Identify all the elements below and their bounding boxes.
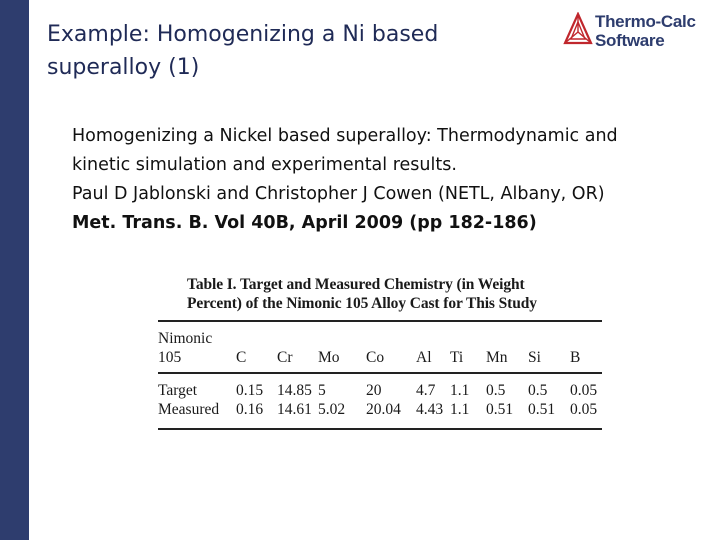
table-cell: 5.02	[318, 401, 346, 418]
slide-title	[47, 18, 527, 84]
table-corner-line-2: 105	[158, 349, 182, 366]
table-cell: 1.1	[450, 401, 470, 418]
table-cell: 1.1	[450, 382, 470, 399]
thermo-calc-logo	[563, 12, 703, 54]
table-row-label-measured: Measured	[158, 401, 220, 418]
body-line-2: kinetic simulation and experimental results.	[72, 155, 457, 175]
table-cell: 0.5	[528, 382, 548, 399]
body-line-3: Paul D Jablonski and Christopher J Cowen (NETL, Albany, OR)	[72, 184, 605, 204]
table-col-header-co: Co	[366, 349, 385, 366]
logo-line-1: Thermo-Calc	[595, 12, 696, 31]
table-col-header-ti: Ti	[450, 349, 464, 366]
logo-line-2: Software	[595, 31, 665, 50]
table-corner-line-1: Nimonic	[158, 330, 213, 347]
table-cell: 14.61	[277, 401, 312, 418]
table-cell: 20.04	[366, 401, 401, 418]
table-cell: 0.16	[236, 401, 264, 418]
table-col-header-cr: Cr	[277, 349, 293, 366]
citation-line: Met. Trans. B. Vol 40B, April 2009 (pp 182-186)	[72, 213, 537, 233]
table-cell: 5	[318, 382, 326, 399]
chemistry-table-image	[150, 262, 610, 440]
table-col-header-c: C	[236, 349, 247, 366]
left-accent-bar	[0, 0, 29, 540]
table-col-header-mn: Mn	[486, 349, 508, 366]
table-caption-line-1: Table I. Target and Measured Chemistry (in Weight	[187, 276, 525, 293]
table-cell: 4.7	[416, 382, 436, 399]
table-top-rule	[158, 320, 602, 322]
slide-title-line-1: Example: Homogenizing a Ni based	[47, 22, 439, 47]
table-cell: 0.05	[570, 401, 598, 418]
table-header-rule	[158, 372, 602, 374]
triangle-logo-icon	[563, 12, 593, 46]
table-cell: 4.43	[416, 401, 444, 418]
table-cell: 0.51	[528, 401, 556, 418]
reference-text	[72, 122, 692, 238]
table-cell: 0.5	[486, 382, 506, 399]
table-cell: 0.51	[486, 401, 514, 418]
body-line-1: Homogenizing a Nickel based superalloy: Thermodynamic and	[72, 126, 618, 146]
table-cell: 0.15	[236, 382, 264, 399]
table-caption-line-2: Percent) of the Nimonic 105 Alloy Cast for This Study	[187, 295, 537, 312]
logo-wordmark	[595, 12, 696, 50]
table-col-header-mo: Mo	[318, 349, 340, 366]
table-cell: 20	[366, 382, 382, 399]
table-col-header-si: Si	[528, 349, 541, 366]
table-col-header-al: Al	[416, 349, 432, 366]
table-bottom-rule	[158, 428, 602, 430]
table-row-label-target: Target	[158, 382, 198, 399]
table-cell: 14.85	[277, 382, 312, 399]
table-cell: 0.05	[570, 382, 598, 399]
slide-title-line-2: superalloy (1)	[47, 55, 200, 80]
table-col-header-b: B	[570, 349, 581, 366]
